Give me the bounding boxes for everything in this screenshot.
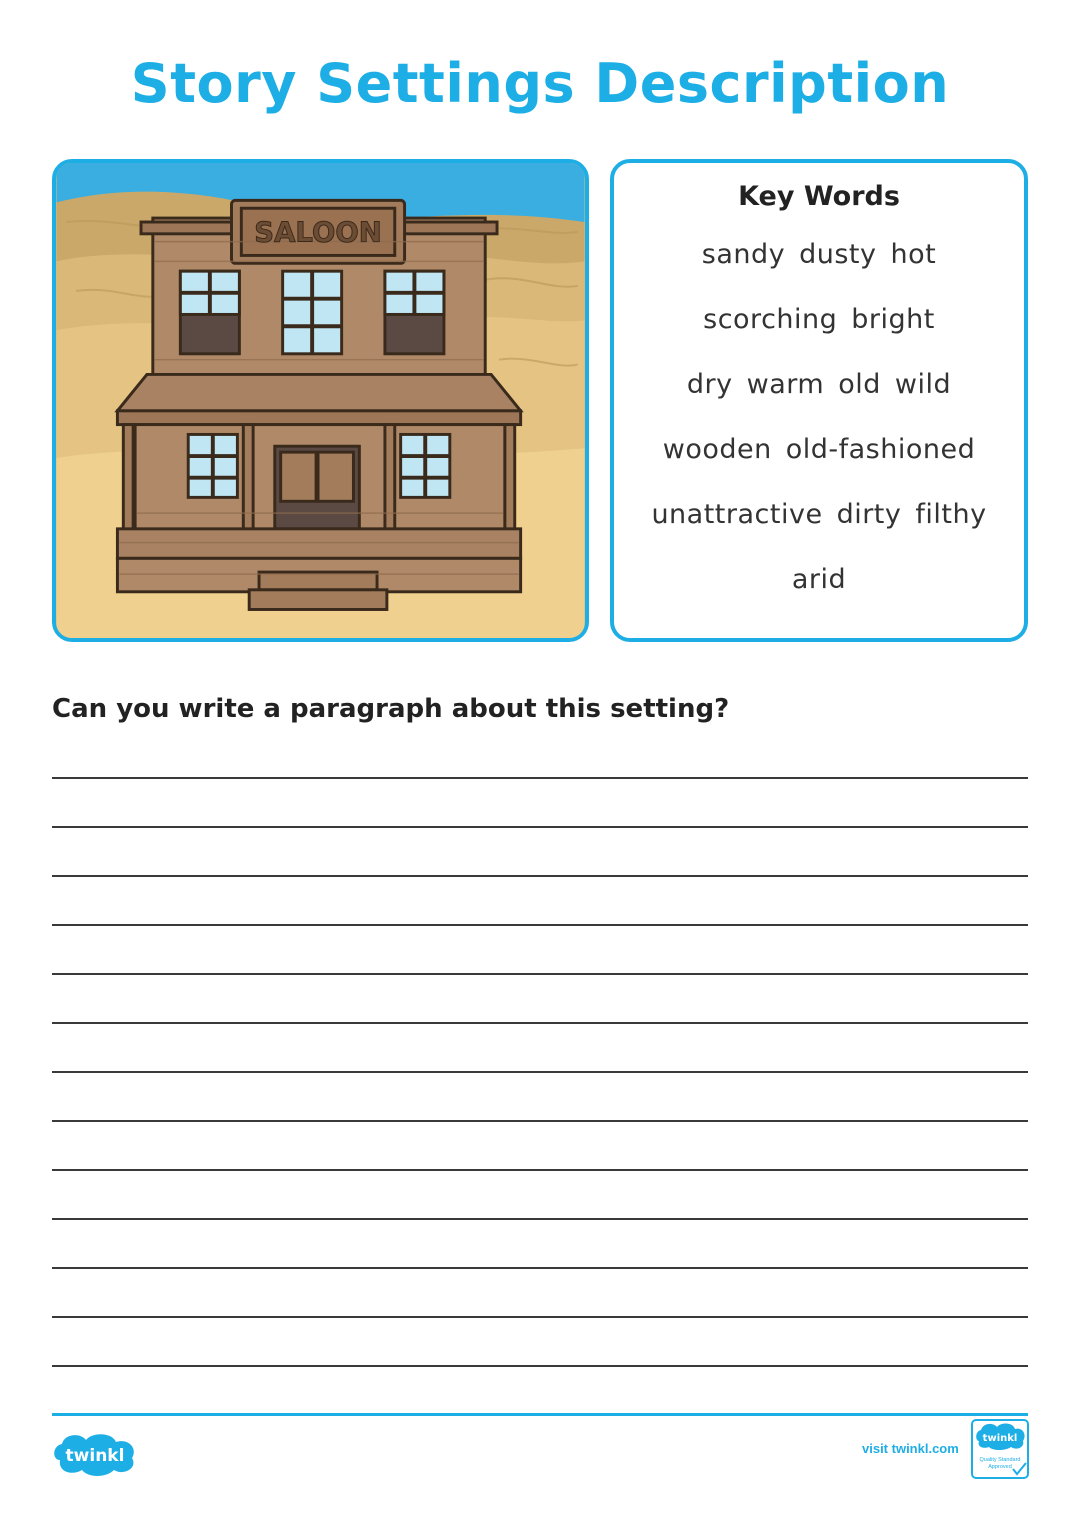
writing-line[interactable]	[52, 973, 1028, 1022]
footer-divider	[52, 1413, 1028, 1416]
key-words-heading: Key Words	[738, 181, 900, 212]
writing-line[interactable]	[52, 1169, 1028, 1218]
svg-text:twinkl: twinkl	[982, 1433, 1018, 1444]
writing-line[interactable]	[52, 1071, 1028, 1120]
writing-line[interactable]	[52, 1365, 1028, 1414]
writing-line[interactable]	[52, 1120, 1028, 1169]
key-word: old	[838, 369, 881, 400]
key-words-line	[614, 417, 1024, 482]
writing-line[interactable]	[52, 1218, 1028, 1267]
key-word: unattractive	[651, 499, 823, 530]
writing-line[interactable]	[52, 1267, 1028, 1316]
twinkl-logo-text: twinkl	[65, 1446, 125, 1466]
quality-standard-badge	[971, 1419, 1029, 1479]
writing-line[interactable]	[52, 875, 1028, 924]
writing-prompt: Can you write a paragraph about this setting?	[52, 694, 730, 724]
key-word: hot	[890, 239, 937, 270]
writing-line[interactable]	[52, 1316, 1028, 1365]
key-words-line	[614, 287, 1024, 352]
writing-line[interactable]	[52, 826, 1028, 875]
key-word: arid	[791, 564, 847, 595]
page-title: Story Settings Description	[130, 52, 950, 115]
key-word: scorching	[703, 304, 838, 335]
key-words-panel	[610, 159, 1028, 642]
visit-link[interactable]: visit twinkl.com	[862, 1441, 959, 1456]
writing-line[interactable]	[52, 777, 1028, 826]
key-word: wild	[894, 369, 952, 400]
writing-lines	[52, 777, 1028, 1414]
key-word: dusty	[799, 239, 877, 270]
writing-line[interactable]	[52, 1022, 1028, 1071]
key-words-line	[614, 547, 1024, 612]
key-words-line	[614, 352, 1024, 417]
key-word: bright	[851, 304, 935, 335]
key-words-line	[614, 222, 1024, 287]
key-words-list	[614, 222, 1024, 612]
key-word: old-fashioned	[785, 434, 976, 465]
svg-text:Approved: Approved	[988, 1464, 1012, 1470]
key-word: dry	[686, 369, 733, 400]
key-word: dirty	[836, 499, 902, 530]
svg-text:Quality Standard: Quality Standard	[979, 1457, 1021, 1463]
key-word: sandy	[701, 239, 786, 270]
key-word: warm	[746, 369, 825, 400]
key-word: wooden	[662, 434, 772, 465]
key-words-line	[614, 482, 1024, 547]
saloon-sign-text: SALOON	[254, 216, 382, 249]
saloon-illustration	[52, 159, 589, 642]
key-word: filthy	[915, 499, 987, 530]
twinkl-logo	[52, 1430, 138, 1478]
writing-line[interactable]	[52, 924, 1028, 973]
